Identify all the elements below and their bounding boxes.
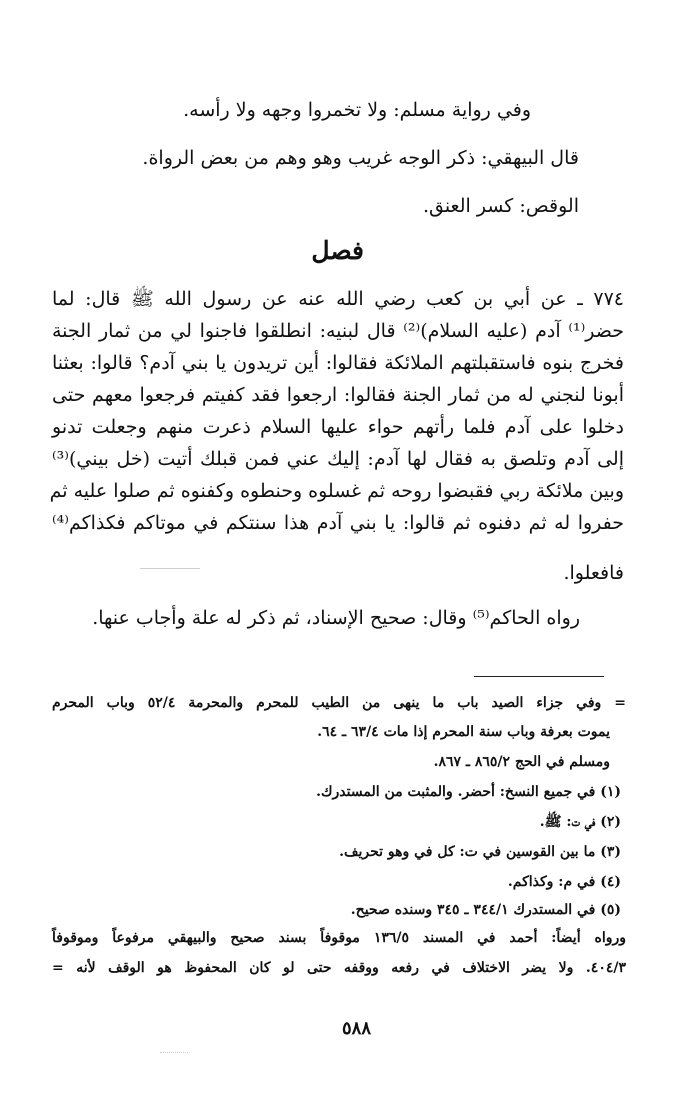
footnote-1: (١) في جميع النسخ: أحضر. والمثبت من المستدرك. (316, 784, 621, 800)
hadith-line-2: حضر⁽¹⁾ آدم (عليه السلام)⁽²⁾ قال لبنيه: انطلقوا فاجنوا لي من ثمار الجنة (52, 320, 624, 342)
hadith-line-3: فخرج بنوه فاستقبلتهم الملائكة فقالوا: أين تريدون يا بني آدم؟ قالوا: بعثنا (52, 352, 624, 374)
ink-mark (140, 568, 200, 569)
footnote-extra-line-2: ٤٠٤/٣. ولا يضر الاختلاف في رفعه ووقفه حتى لو كان المحفوظ هو الوقف لأنه = (52, 960, 626, 976)
footnote-3: (٣) ما بين القوسين في ت: كل في وهو تحريف. (339, 844, 621, 860)
hadith-line-4: أبونا لنجني له من ثمار الجنة فقالوا: ارجعوا فقد كفيتم فرجعوا معهم حتى (52, 384, 624, 406)
hadith-line-9: فافعلوا. (563, 562, 624, 584)
hadith-line-1: ٧٧٤ ـ عن أبي بن كعب رضي الله عنه عن رسول الله ﷺ قال: لما (52, 288, 624, 310)
footnote-2: (٢) في ت: ﷺ. (539, 814, 621, 830)
section-heading: فصل (311, 236, 364, 265)
hadith-source: رواه الحاكم⁽⁵⁾ وقال: صحيح الإسناد، ثم ذكر له علة وأجاب عنها. (92, 607, 580, 629)
hadith-line-8: حفروا له ثم دفنوه ثم قالوا: يا بني آدم هذا سنتكم في موتاكم فكذاكم⁽⁴⁾ (52, 512, 624, 534)
scan-speck (160, 1052, 188, 1053)
intro-line-1: وفي رواية مسلم: ولا تخمروا وجهه ولا رأسه. (183, 99, 531, 121)
intro-line-3: الوقص: كسر العنق. (422, 195, 579, 217)
footnote-cont-line-3: ومسلم في الحج ٨٦٥/٢ ـ ٨٦٧. (433, 754, 610, 770)
intro-line-2: قال البيهقي: ذكر الوجه غريب وهو وهم من بعض الرواة. (142, 147, 579, 169)
footnote-cont-line-2: يموت بعرفة وباب سنة المحرم إذا مات ٦٣/٤ ـ ٦٤. (317, 724, 610, 740)
hadith-line-7: وبين ملائكة ربي فقبضوا روحه ثم غسلوه وحنطوه وكفنوه ثم صلوا عليه ثم (49, 480, 624, 502)
hadith-line-6: إلى آدم وتلصق به فقال لها آدم: إليك عني فمن قبلك أتيت (خل بيني)⁽³⁾ (52, 448, 624, 470)
footnote-extra-line-1: ورواه أيضاً: أحمد في المسند ١٣٦/٥ موقوفاً بسند صحيح والبيهقي مرفوعاً وموقوفاً (52, 930, 626, 946)
footnote-5: (٥) في المستدرك ٣٤٤/١ ـ ٣٤٥ وسنده صحيح. (350, 902, 621, 918)
page-number: ٥٨٨ (341, 1018, 371, 1039)
footnote-cont-line-1: = وفي جزاء الصيد باب ما ينهى من الطيب للمحرم والمحرمة ٥٢/٤ وباب المحرم (52, 695, 626, 711)
footnote-4: (٤) في م: وكذاكم. (507, 874, 621, 890)
hadith-line-5: دخلوا على آدم فلما رأتهم حواء عليها السلام ذعرت منهم وجعلت تدنو (52, 416, 624, 438)
footnote-separator (474, 676, 604, 677)
